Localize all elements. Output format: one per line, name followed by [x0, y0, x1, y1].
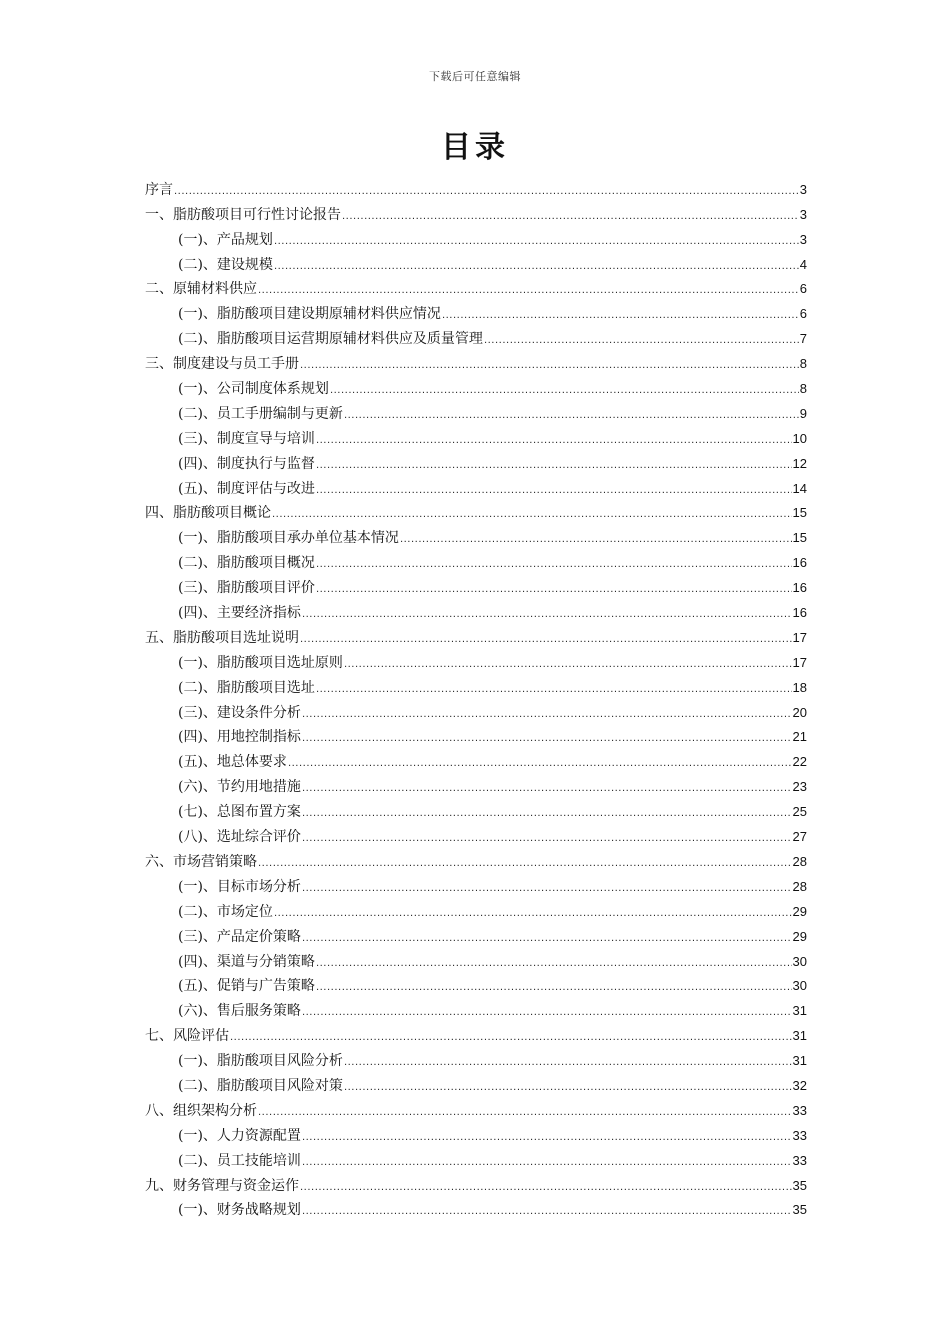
toc-dot-leader: [300, 1181, 792, 1195]
toc-entry[interactable]: [145, 1170, 807, 1195]
toc-entry[interactable]: [145, 1020, 807, 1045]
toc-dot-leader: [274, 260, 799, 274]
toc-entry-label: (二)、脂肪酸项目概况: [178, 555, 315, 572]
toc-entry-label: (二)、员工手册编制与更新: [178, 405, 343, 422]
toc-entry[interactable]: [145, 174, 807, 199]
toc-dot-leader: [330, 384, 799, 398]
toc-subentry[interactable]: [145, 995, 807, 1020]
toc-subentry[interactable]: [145, 1145, 807, 1170]
toc-entry-label: 九、财务管理与资金运作: [145, 1177, 299, 1194]
toc-dot-leader: [274, 907, 792, 921]
toc-page-number: 12: [792, 455, 807, 471]
toc-entry-label: (五)、地总体要求: [178, 754, 287, 771]
toc-subentry[interactable]: [145, 249, 807, 274]
toc-subentry[interactable]: [145, 672, 807, 697]
toc-entry-label: (三)、产品定价策略: [178, 928, 301, 945]
toc-entry-label: 六、市场营销策略: [145, 853, 257, 870]
toc-entry-label: (三)、建设条件分析: [178, 704, 301, 721]
toc-subentry[interactable]: [145, 921, 807, 946]
toc-dot-leader: [344, 658, 792, 672]
toc-subentry[interactable]: [145, 323, 807, 348]
toc-dot-leader: [316, 957, 792, 971]
toc-page-number: 8: [799, 356, 807, 372]
toc-page-number: 16: [792, 605, 807, 621]
toc-subentry[interactable]: [145, 1045, 807, 1070]
toc-subentry[interactable]: [145, 647, 807, 672]
toc-page-number: 28: [792, 853, 807, 869]
toc-subentry[interactable]: [145, 224, 807, 249]
toc-entry-label: (一)、产品规划: [178, 231, 273, 248]
toc-page-number: 32: [792, 1077, 807, 1093]
toc-page-number: 3: [799, 206, 807, 222]
toc-entry-label: (四)、制度执行与监督: [178, 455, 315, 472]
toc-entry-label: (二)、员工技能培训: [178, 1152, 301, 1169]
toc-page-number: 3: [799, 231, 807, 247]
toc-page-number: 25: [792, 804, 807, 820]
toc-page-number: 21: [792, 729, 807, 745]
toc-page-number: 31: [792, 1028, 807, 1044]
toc-dot-leader: [316, 558, 792, 572]
toc-subentry[interactable]: [145, 448, 807, 473]
toc-entry-label: (六)、节约用地措施: [178, 779, 301, 796]
toc-entry-label: 五、脂肪酸项目选址说明: [145, 629, 299, 646]
toc-entry-label: 八、组织架构分析: [145, 1102, 257, 1119]
toc-page-number: 18: [792, 679, 807, 695]
toc-dot-leader: [288, 757, 792, 771]
toc-page-number: 17: [792, 629, 807, 645]
toc-dot-leader: [316, 484, 792, 498]
toc-entry-label: (三)、制度宣导与培训: [178, 430, 315, 447]
toc-dot-leader: [302, 1205, 792, 1219]
toc-entry-label: (四)、渠道与分销策略: [178, 953, 315, 970]
toc-page-number: 7: [799, 331, 807, 347]
toc-subentry[interactable]: [145, 373, 807, 398]
toc-entry[interactable]: [145, 498, 807, 523]
toc-page-number: 14: [792, 480, 807, 496]
toc-dot-leader: [316, 583, 792, 597]
toc-subentry[interactable]: [145, 1070, 807, 1095]
toc-dot-leader: [230, 1031, 792, 1045]
toc-entry[interactable]: [145, 348, 807, 373]
toc-entry-label: 一、脂肪酸项目可行性讨论报告: [145, 206, 341, 223]
toc-page-number: 33: [792, 1127, 807, 1143]
toc-entry-label: (一)、脂肪酸项目风险分析: [178, 1053, 343, 1070]
toc-entry[interactable]: [145, 622, 807, 647]
toc-page-number: 31: [792, 1053, 807, 1069]
toc-page-number: 30: [792, 978, 807, 994]
toc-entry-label: (一)、脂肪酸项目选址原则: [178, 654, 343, 671]
toc-dot-leader: [316, 434, 792, 448]
toc-page-number: 35: [792, 1202, 807, 1218]
toc-dot-leader: [302, 732, 792, 746]
toc-page-number: 33: [792, 1152, 807, 1168]
toc-page-number: 31: [792, 1003, 807, 1019]
toc-entry-label: (二)、脂肪酸项目风险对策: [178, 1077, 343, 1094]
toc-dot-leader: [274, 235, 799, 249]
toc-subentry[interactable]: [145, 746, 807, 771]
toc-page-number: 35: [792, 1177, 807, 1193]
toc-dot-leader: [300, 633, 792, 647]
toc-subentry[interactable]: [145, 821, 807, 846]
toc-dot-leader: [344, 409, 799, 423]
toc-dot-leader: [302, 782, 792, 796]
toc-entry-label: 四、脂肪酸项目概论: [145, 505, 271, 522]
toc-subentry[interactable]: [145, 398, 807, 423]
toc-entry-label: (三)、脂肪酸项目评价: [178, 580, 315, 597]
toc-page-number: 17: [792, 654, 807, 670]
toc-dot-leader: [342, 210, 799, 224]
toc-dot-leader: [258, 1106, 792, 1120]
toc-entry-label: (二)、脂肪酸项目选址: [178, 679, 315, 696]
toc-page-number: 6: [799, 306, 807, 322]
toc-page-number: 9: [799, 405, 807, 421]
toc-page-number: 15: [792, 505, 807, 521]
toc-entry-label: (四)、用地控制指标: [178, 729, 301, 746]
toc-dot-leader: [258, 857, 792, 871]
toc-entry-label: (一)、财务战略规划: [178, 1202, 301, 1219]
toc-entry-label: (二)、市场定位: [178, 903, 273, 920]
toc-dot-leader: [316, 981, 792, 995]
toc-page-number: 4: [799, 256, 807, 272]
toc-page-number: 20: [792, 704, 807, 720]
toc-page-number: 15: [792, 530, 807, 546]
toc-entry-label: (一)、人力资源配置: [178, 1127, 301, 1144]
toc-dot-leader: [300, 359, 799, 373]
toc-dot-leader: [258, 284, 799, 298]
toc-entry[interactable]: [145, 1095, 807, 1120]
toc-entry-label: (一)、目标市场分析: [178, 878, 301, 895]
toc-entry-label: (一)、公司制度体系规划: [178, 381, 329, 398]
toc-entry[interactable]: [145, 274, 807, 299]
toc-subentry[interactable]: [145, 522, 807, 547]
toc-subentry[interactable]: [145, 796, 807, 821]
toc-subentry[interactable]: [145, 722, 807, 747]
toc-page-number: 29: [792, 903, 807, 919]
page-title: 目录: [441, 130, 509, 165]
toc-page-number: 33: [792, 1102, 807, 1118]
toc-page-number: 3: [799, 181, 807, 197]
toc-dot-leader: [302, 932, 792, 946]
toc-dot-leader: [400, 533, 792, 547]
toc-entry-label: (四)、主要经济指标: [178, 605, 301, 622]
toc-dot-leader: [302, 832, 792, 846]
toc-dot-leader: [344, 1056, 792, 1070]
toc-page-number: 8: [799, 381, 807, 397]
toc-page-number: 10: [792, 430, 807, 446]
toc-entry-label: (五)、促销与广告策略: [178, 978, 315, 995]
toc-entry-label: (一)、脂肪酸项目建设期原辅材料供应情况: [178, 306, 441, 323]
toc-dot-leader: [272, 508, 792, 522]
toc-dot-leader: [484, 334, 799, 348]
toc-dot-leader: [442, 309, 799, 323]
toc-dot-leader: [302, 1131, 792, 1145]
toc-subentry[interactable]: [145, 572, 807, 597]
toc-entry-label: 二、原辅材料供应: [145, 281, 257, 298]
toc-page-number: 23: [792, 779, 807, 795]
toc-entry-label: 序言: [145, 181, 173, 198]
toc-entry[interactable]: [145, 199, 807, 224]
toc-subentry[interactable]: [145, 298, 807, 323]
toc-page-number: 27: [792, 829, 807, 845]
toc-subentry[interactable]: [145, 597, 807, 622]
toc-entry-label: (二)、建设规模: [178, 256, 273, 273]
toc-dot-leader: [316, 683, 792, 697]
toc-entry-label: (二)、脂肪酸项目运营期原辅材料供应及质量管理: [178, 331, 483, 348]
toc-dot-leader: [302, 1156, 792, 1170]
toc-subentry[interactable]: [145, 423, 807, 448]
toc-dot-leader: [302, 882, 792, 896]
toc-subentry[interactable]: [145, 697, 807, 722]
toc-subentry[interactable]: [145, 547, 807, 572]
toc-subentry[interactable]: [145, 871, 807, 896]
toc-entry-label: (一)、脂肪酸项目承办单位基本情况: [178, 530, 399, 547]
toc-subentry[interactable]: [145, 971, 807, 996]
toc-subentry[interactable]: [145, 1195, 807, 1220]
toc-entry-label: 七、风险评估: [145, 1028, 229, 1045]
toc-dot-leader: [302, 807, 792, 821]
toc-page-number: 29: [792, 928, 807, 944]
toc-dot-leader: [302, 1006, 792, 1020]
page-header: 下载后可任意编辑: [429, 70, 521, 83]
table-of-contents: [145, 174, 807, 1219]
toc-dot-leader: [174, 185, 799, 199]
toc-page-number: 30: [792, 953, 807, 969]
toc-dot-leader: [316, 459, 792, 473]
toc-entry-label: (七)、总图布置方案: [178, 804, 301, 821]
toc-page-number: 28: [792, 878, 807, 894]
toc-entry-label: 三、制度建设与员工手册: [145, 356, 299, 373]
toc-entry[interactable]: [145, 846, 807, 871]
toc-dot-leader: [302, 608, 792, 622]
toc-page-number: 6: [799, 281, 807, 297]
toc-subentry[interactable]: [145, 473, 807, 498]
toc-page-number: 16: [792, 555, 807, 571]
toc-subentry[interactable]: [145, 1120, 807, 1145]
toc-entry-label: (八)、选址综合评价: [178, 829, 301, 846]
toc-subentry[interactable]: [145, 896, 807, 921]
toc-dot-leader: [302, 708, 792, 722]
toc-page-number: 22: [792, 754, 807, 770]
toc-entry-label: (五)、制度评估与改进: [178, 480, 315, 497]
toc-subentry[interactable]: [145, 771, 807, 796]
toc-subentry[interactable]: [145, 946, 807, 971]
toc-dot-leader: [344, 1081, 792, 1095]
toc-page-number: 16: [792, 580, 807, 596]
toc-entry-label: (六)、售后服务策略: [178, 1003, 301, 1020]
